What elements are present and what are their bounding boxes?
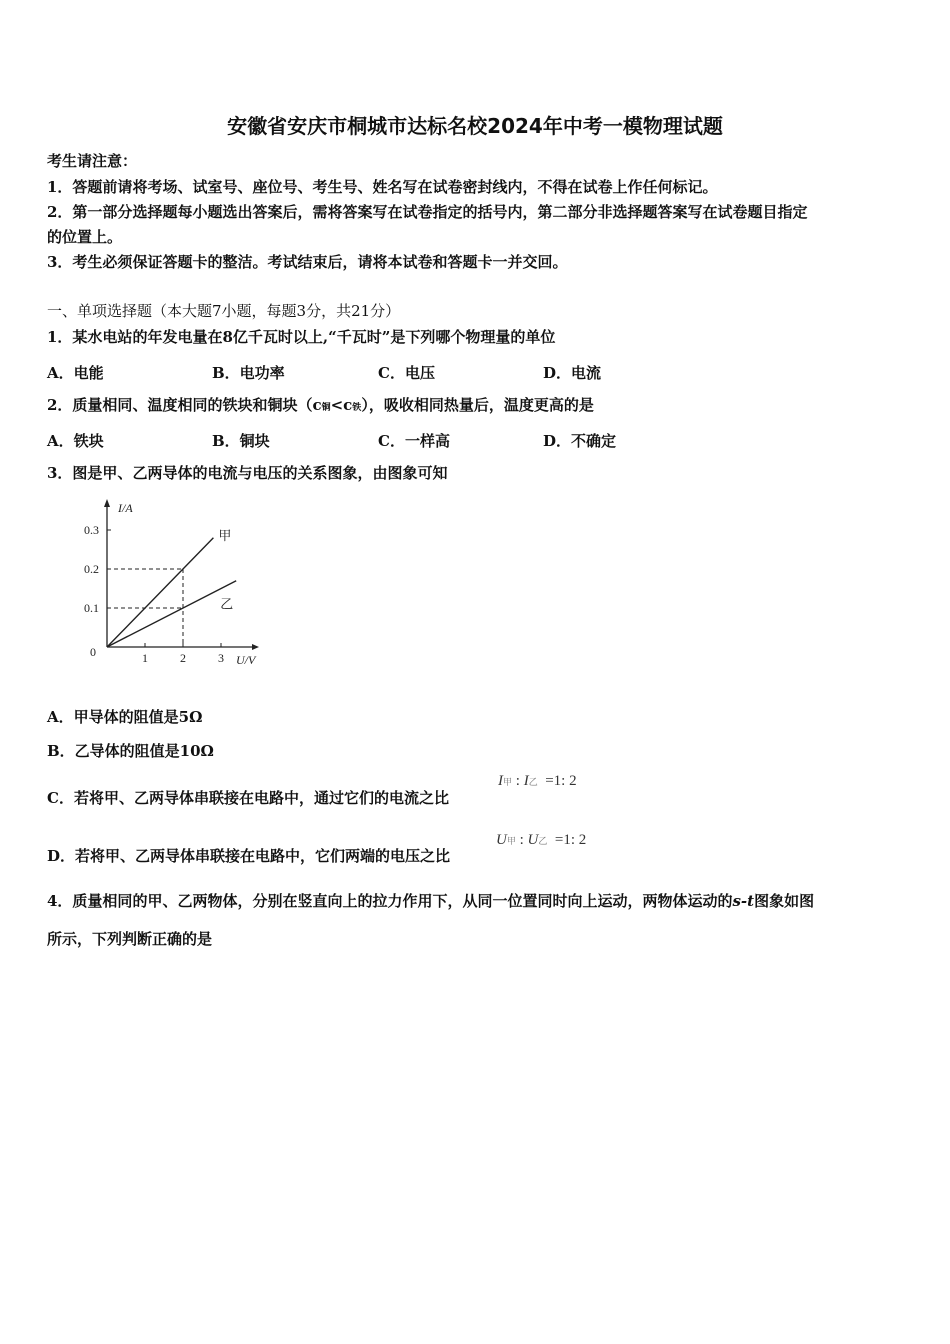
question-4-stem: 4．质量相同的甲、乙两物体，分别在竖直向上的拉力作用下，从同一位置同时向上运动，两物体运动的s-t图象如图 (47, 892, 815, 910)
question-2-option-d: D．不确定 (543, 432, 617, 450)
y-tick-label: 0.3 (84, 523, 99, 537)
y-tick-label: 0.1 (84, 601, 99, 615)
notice-item: 2．第一部分选择题每小题选出答案后，需将答案写在试卷指定的括号内，第二部分非选择题答案写在试卷题目指定 (47, 203, 808, 221)
notice-item: 1．答题前请将考场、试室号、座位号、考生号、姓名写在试卷密封线内，不得在试卷上作任何标记。 (47, 178, 718, 196)
notice-item: 3．考生必须保证答题卡的整洁。考试结束后，请将本试卷和答题卡一并交回。 (47, 253, 568, 271)
x-axis-label: U/V (236, 653, 256, 667)
question-1-option-d: D．电流 (543, 364, 602, 382)
question-3-stem: 3．图是甲、乙两导体的电流与电压的关系图象，由图象可知 (47, 464, 448, 482)
x-tick-label: 1 (142, 651, 148, 665)
question-1-option-a: A．电能 (47, 364, 104, 382)
formula-voltage-ratio: U甲 : U乙 =1: 2 (496, 832, 587, 848)
question-1-stem: 1．某水电站的年发电量在8亿千瓦时以上,“千瓦时”是下列哪个物理量的单位 (47, 328, 556, 346)
question-2-stem: 2．质量相同、温度相同的铁块和铜块（c铜<c铁），吸收相同热量后，温度更高的是 (47, 396, 594, 414)
page-title: 安徽省安庆市桐城市达标名校2024年中考一模物理试题 (227, 114, 723, 138)
series-line-jia (107, 538, 213, 647)
origin-label: 0 (90, 645, 96, 659)
section-heading: 一、单项选择题（本大题7小题，每题3分，共21分） (47, 302, 401, 320)
series-label: 乙 (220, 596, 234, 612)
question-2-option-b: B．铜块 (212, 432, 270, 450)
question-1-option-c: C．电压 (378, 364, 435, 382)
question-1-option-b: B．电功率 (212, 364, 285, 382)
question-3-option-a: A．甲导体的阻值是5Ω (47, 708, 203, 726)
question-2-option-a: A．铁块 (47, 432, 104, 450)
y-tick-label: 0.2 (84, 562, 99, 576)
question-3-option-c: C．若将甲、乙两导体串联接在电路中，通过它们的电流之比 (47, 789, 449, 807)
question-2-option-c: C．一样高 (378, 432, 450, 450)
series-label: 甲 (218, 527, 232, 543)
question-4-stem-continued: 所示，下列判断正确的是 (47, 930, 213, 948)
x-tick-label: 3 (218, 651, 224, 665)
notice-item: 的位置上。 (47, 228, 123, 246)
notice-heading: 考生请注意： (47, 152, 138, 170)
y-axis-arrow (104, 499, 110, 507)
question-3-option-b: B．乙导体的阻值是10Ω (47, 742, 214, 760)
x-tick-label: 2 (180, 651, 186, 665)
question-3-option-d: D．若将甲、乙两导体串联接在电路中，它们两端的电压之比 (47, 847, 451, 865)
y-axis-label: I/A (118, 501, 133, 515)
series-line-yi (107, 581, 236, 647)
x-axis-arrow (252, 644, 259, 650)
formula-current-ratio: I甲 : I乙 =1: 2 (498, 773, 577, 789)
iu-graph (80, 496, 280, 676)
